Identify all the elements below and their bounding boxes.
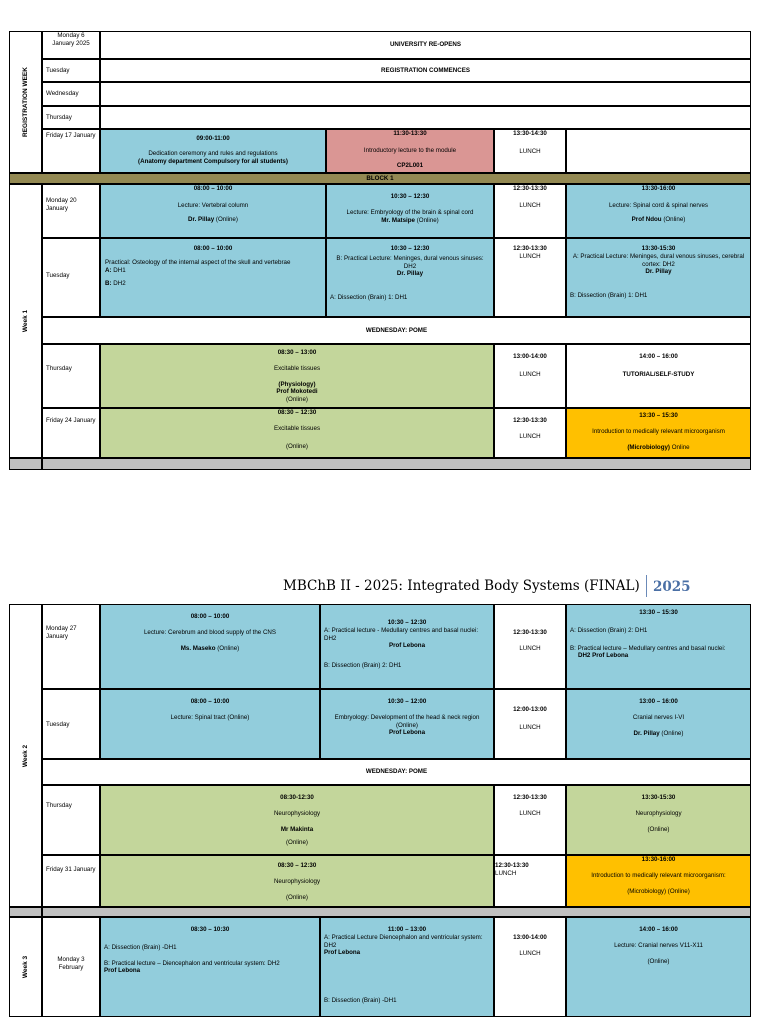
lunch-label: LUNCH: [519, 949, 541, 957]
session-desc: Neurophysiology: [273, 877, 321, 885]
week-1-label-cell: [9, 184, 42, 458]
lunch-time: 12:30-13:30: [495, 862, 529, 869]
session-time: 08:30 – 10:30: [190, 926, 230, 933]
session-desc: Introduction to medically relevant microorganism: [592, 427, 725, 435]
session-introductory-lecture: [326, 129, 494, 173]
week-2-label-cell: [9, 604, 42, 907]
session-mode: (Online): [395, 721, 418, 729]
lunch-cell: [494, 238, 566, 317]
session-time: 08:00 – 10:00: [190, 698, 230, 705]
session-desc: A: Practical lecture - Medullary centres and basal nuclei: DH2: [324, 626, 479, 642]
session-head-neck-embryology: [320, 689, 494, 759]
session-desc: Practical: Osteology of the internal aspect of the skull and vertebrae: [105, 258, 291, 266]
session-microbiology-2: [566, 855, 751, 907]
session-lecturer: Mr Makinta: [280, 825, 314, 833]
group-a-label: A:: [105, 266, 112, 274]
lunch-time: 12:30-13:30: [513, 794, 547, 801]
lunch-label: LUNCH: [519, 644, 541, 652]
year-badge: 2025: [653, 579, 691, 595]
session-group-b: B: Practical lecture – Medullary centres and basal nuclei:: [570, 644, 726, 652]
wednesday-pome-row: WEDNESDAY: POME: [42, 317, 751, 344]
session-time: 08:30 – 13:00: [277, 349, 317, 356]
session-mode: (Online): [416, 216, 439, 224]
lunch-cell: [494, 184, 566, 238]
group-a-room: DH1: [113, 266, 126, 274]
session-mode: (Online): [647, 957, 670, 965]
session-microbiology: [566, 408, 751, 458]
session-time: 10:30 – 12:30: [390, 193, 430, 200]
day-cell-friday-24: Friday 24 January: [42, 408, 100, 458]
session-note: (Anatomy department Compulsory for all students): [138, 157, 288, 165]
session-time: 13:30 – 15:30: [639, 412, 678, 419]
separator-bar: [9, 907, 42, 917]
session-time: 08:30 – 12:30: [277, 862, 317, 869]
session-time: 08:00 – 10:00: [193, 185, 233, 192]
session-desc: Excitable tissues: [273, 364, 321, 372]
lunch-label: LUNCH: [519, 147, 541, 155]
session-desc: Lecture: Spinal tract (Online): [170, 713, 250, 721]
session-group-a: A: Dissection (Brain) 2: DH1: [570, 626, 648, 634]
session-desc: Lecture: Spinal cord & spinal nerves: [608, 201, 709, 209]
session-dissection-diencephalon: [100, 917, 320, 1017]
session-lecturer: Dr. Pillay: [188, 215, 215, 223]
session-lecturer: Dr. Pillay: [633, 729, 660, 737]
lunch-time: 12:30-13:30: [513, 417, 547, 424]
session-meninges-lecture: [326, 238, 494, 317]
session-lecturer: Prof Lebona: [388, 729, 426, 737]
day-cell-thursday-23: Thursday: [42, 344, 100, 408]
session-time: 10:30 – 12:00: [387, 698, 427, 705]
session-lecturer: Ms. Maseko: [180, 644, 216, 652]
session-lecturer: Prof Lebona: [324, 949, 361, 957]
lunch-label: LUNCH: [495, 869, 517, 877]
session-neurophysiology: [100, 785, 494, 855]
session-cranial-nerves-1-6: [566, 689, 751, 759]
session-time: 08:00 – 10:00: [193, 245, 233, 252]
session-desc: B: Practical Lecture: Meninges, dural venous sinuses: DH2: [336, 254, 484, 270]
session-time: 13:30-15:30: [641, 245, 676, 252]
session-time: 08:30-12:30: [280, 794, 314, 801]
session-room: CP2L001: [396, 161, 424, 169]
session-lecturer: Prof Ndou: [631, 215, 662, 223]
session-desc: Excitable tissues: [273, 424, 321, 432]
session-alt-group: B: Dissection (Brain) 1: DH1: [570, 292, 648, 299]
session-desc: A: Practical Lecture: Meninges, dural venous sinuses, cerebral cortex: DH2: [572, 252, 745, 268]
session-time: 14:00 – 16:00: [639, 926, 678, 933]
lunch-cell: [494, 917, 566, 1017]
page-title-text: MBChB II - 2025: Integrated Body Systems (FINAL): [283, 578, 640, 594]
session-excitable-tissues-2: [100, 408, 494, 458]
lunch-cell: [494, 129, 566, 173]
session-time: 14:00 – 16:00: [639, 353, 678, 360]
session-mode: (Online): [285, 839, 308, 847]
session-mode: (Online): [215, 215, 238, 223]
session-neurophysiology-2: [566, 785, 751, 855]
session-time: 13:30-16:00: [641, 185, 676, 192]
session-cranial-nerves-7-12: [566, 917, 751, 1017]
session-medullary-centres: [320, 604, 494, 689]
session-time: 11:00 – 13:00: [387, 926, 427, 933]
session-lecturer: Dr. Pillay: [645, 268, 672, 276]
empty-cell: [100, 106, 751, 129]
lunch-cell: [494, 408, 566, 458]
lunch-label: LUNCH: [519, 370, 541, 378]
lunch-time: 12:00-13:00: [513, 706, 547, 713]
wednesday-pome-row: WEDNESDAY: POME: [42, 759, 751, 785]
session-lecturer: Prof Lebona: [104, 967, 141, 975]
lunch-cell: [494, 604, 566, 689]
separator-bar: [42, 907, 751, 917]
day-cell-thursday-30: Thursday: [42, 785, 100, 855]
lunch-label: LUNCH: [519, 723, 541, 731]
day-cell-monday-3: Monday 3 February: [42, 917, 100, 1017]
session-mode: (Online): [217, 644, 240, 652]
day-cell-tuesday: Tuesday: [42, 59, 100, 82]
registration-commences-cell: REGISTRATION COMMENCES: [100, 59, 751, 82]
session-time: 09:00-11:00: [196, 135, 230, 142]
lunch-time: 13:30-14:30: [513, 130, 547, 137]
lunch-time: 12:30-13:30: [513, 245, 547, 252]
day-cell-monday-20: Monday 20 January: [42, 184, 100, 238]
lunch-cell: [494, 689, 566, 759]
lunch-label: LUNCH: [519, 432, 541, 440]
day-cell-friday-17: Friday 17 January: [42, 129, 100, 173]
title-divider: [646, 575, 647, 597]
block-1-bar: BLOCK 1: [9, 173, 751, 184]
session-time: 10:30 – 12:30: [390, 245, 430, 252]
session-lecturer: Dr. Pillay: [396, 270, 424, 278]
week-1-label: Week 1: [21, 309, 29, 333]
session-mode: (Online): [285, 442, 308, 450]
session-lecturer: Prof Mokotedi: [276, 388, 318, 396]
session-mode: (Online): [661, 729, 684, 737]
session-desc: Embryology: Development of the head & neck region: [334, 713, 480, 721]
lunch-time: 12:30-13:30: [513, 185, 547, 192]
week-2-label: Week 2: [21, 744, 29, 767]
session-department: (Microbiology) (Online): [627, 887, 690, 895]
session-time: 08:30 – 12:30: [277, 409, 317, 416]
lunch-label: LUNCH: [519, 252, 541, 260]
session-department: (Microbiology): [627, 443, 670, 451]
session-desc: Lecture: Vertebral column: [177, 201, 249, 209]
session-lecturer: Mr. Matsipe: [381, 216, 415, 224]
session-desc: Neurophysiology: [273, 809, 321, 817]
session-spinal-cord: [566, 184, 751, 238]
session-diencephalon-lecture: [320, 917, 494, 1017]
session-desc: Introductory lecture to the module: [363, 146, 457, 154]
day-cell-friday-31: Friday 31 January: [42, 855, 100, 907]
session-desc: Cranial nerves I-VI: [632, 713, 685, 721]
session-group-b: B: Dissection (Brain) -DH1: [324, 997, 397, 1004]
session-lecturer: DH2 Prof Lebona: [578, 652, 629, 660]
session-time: 13:30-15:30: [641, 794, 676, 801]
session-tutorial: [566, 344, 751, 408]
session-group-b: B: Practical lecture – Diencephalon and ventricular system: DH2: [104, 959, 280, 967]
session-mode: (Online): [285, 893, 308, 901]
session-time: 08:00 – 10:00: [190, 613, 230, 620]
session-alt-group: A: Dissection (Brain) 1: DH1: [330, 294, 408, 301]
session-time: 13:00 – 16:00: [639, 698, 678, 705]
session-excitable-tissues: [100, 344, 494, 408]
session-mode: Online: [671, 443, 690, 451]
day-cell-wednesday: Wednesday: [42, 82, 100, 106]
session-embryology-brain: [326, 184, 494, 238]
session-spinal-tract: [100, 689, 320, 759]
session-desc: Lecture: Cerebrum and blood supply of the CNS: [143, 628, 277, 636]
session-dissection-brain-2: [566, 604, 751, 689]
session-alt-group: B: Dissection (Brain) 2: DH1: [324, 662, 402, 669]
day-cell-tuesday-21: Tuesday: [42, 238, 100, 317]
separator-bar: [42, 458, 751, 470]
day-cell-monday-27: Monday 27 January: [42, 604, 100, 689]
day-cell-thursday: Thursday: [42, 106, 100, 129]
separator-bar: [9, 458, 42, 470]
session-meninges-cortex: [566, 238, 751, 317]
day-cell-monday-6: Monday 6 January 2025: [42, 31, 100, 59]
lunch-label: LUNCH: [519, 201, 541, 209]
university-reopens-cell: UNIVERSITY RE-OPENS: [100, 31, 751, 59]
lunch-cell: [494, 344, 566, 408]
lunch-time: 13:00-14:00: [513, 353, 547, 360]
week-3-label: Week 3: [21, 955, 29, 979]
lunch-cell: [494, 785, 566, 855]
lunch-time: 12:30-13:30: [513, 629, 547, 636]
session-cerebrum: [100, 604, 320, 689]
lunch-cell: [494, 855, 566, 907]
lunch-time: 13:00-14:00: [513, 934, 547, 941]
session-group-a: A: Dissection (Brain) -DH1: [104, 943, 177, 951]
group-b-room: DH2: [113, 280, 126, 288]
empty-cell: [566, 129, 751, 173]
session-time: 13:30 – 15:30: [639, 609, 678, 616]
empty-cell: [100, 82, 751, 106]
session-time: 13:30-16:00: [641, 856, 676, 863]
session-desc: Introduction to medically relevant microorganism:: [591, 871, 726, 879]
session-time: 11:30-13:30: [393, 130, 427, 137]
session-osteology-practical: [100, 238, 326, 317]
page-title: [283, 578, 640, 594]
session-desc: Dedication ceremony and rules and regulations: [148, 149, 278, 157]
session-mode: (Online): [285, 396, 308, 403]
group-b-label: B:: [105, 280, 112, 288]
session-neurophysiology-3: [100, 855, 494, 907]
registration-week-label: REGISTRATION WEEK: [21, 67, 29, 137]
session-desc: Lecture: Embryology of the brain & spinal cord: [346, 208, 474, 216]
session-desc: Lecture: Cranial nerves V11-X11: [614, 941, 703, 949]
week-3-label-cell: [9, 917, 42, 1017]
session-lecturer: Prof Lebona: [388, 642, 426, 650]
session-group-a: A: Practical Lecture Diencephalon and ventricular system: DH2: [324, 933, 483, 949]
session-desc: TUTORIAL/SELF-STUDY: [622, 370, 695, 378]
session-mode: (Online): [663, 215, 686, 223]
session-time: 10:30 – 12:30: [387, 619, 427, 626]
registration-week-label-cell: [9, 31, 42, 173]
session-department: (Physiology): [278, 380, 316, 388]
lunch-label: LUNCH: [519, 809, 541, 817]
session-mode: (Online): [647, 825, 670, 833]
session-vertebral-column: [100, 184, 326, 238]
day-cell-tuesday-28: Tuesday: [42, 689, 100, 759]
session-desc: Neurophysiology: [635, 809, 682, 817]
session-dedication: [100, 129, 326, 173]
